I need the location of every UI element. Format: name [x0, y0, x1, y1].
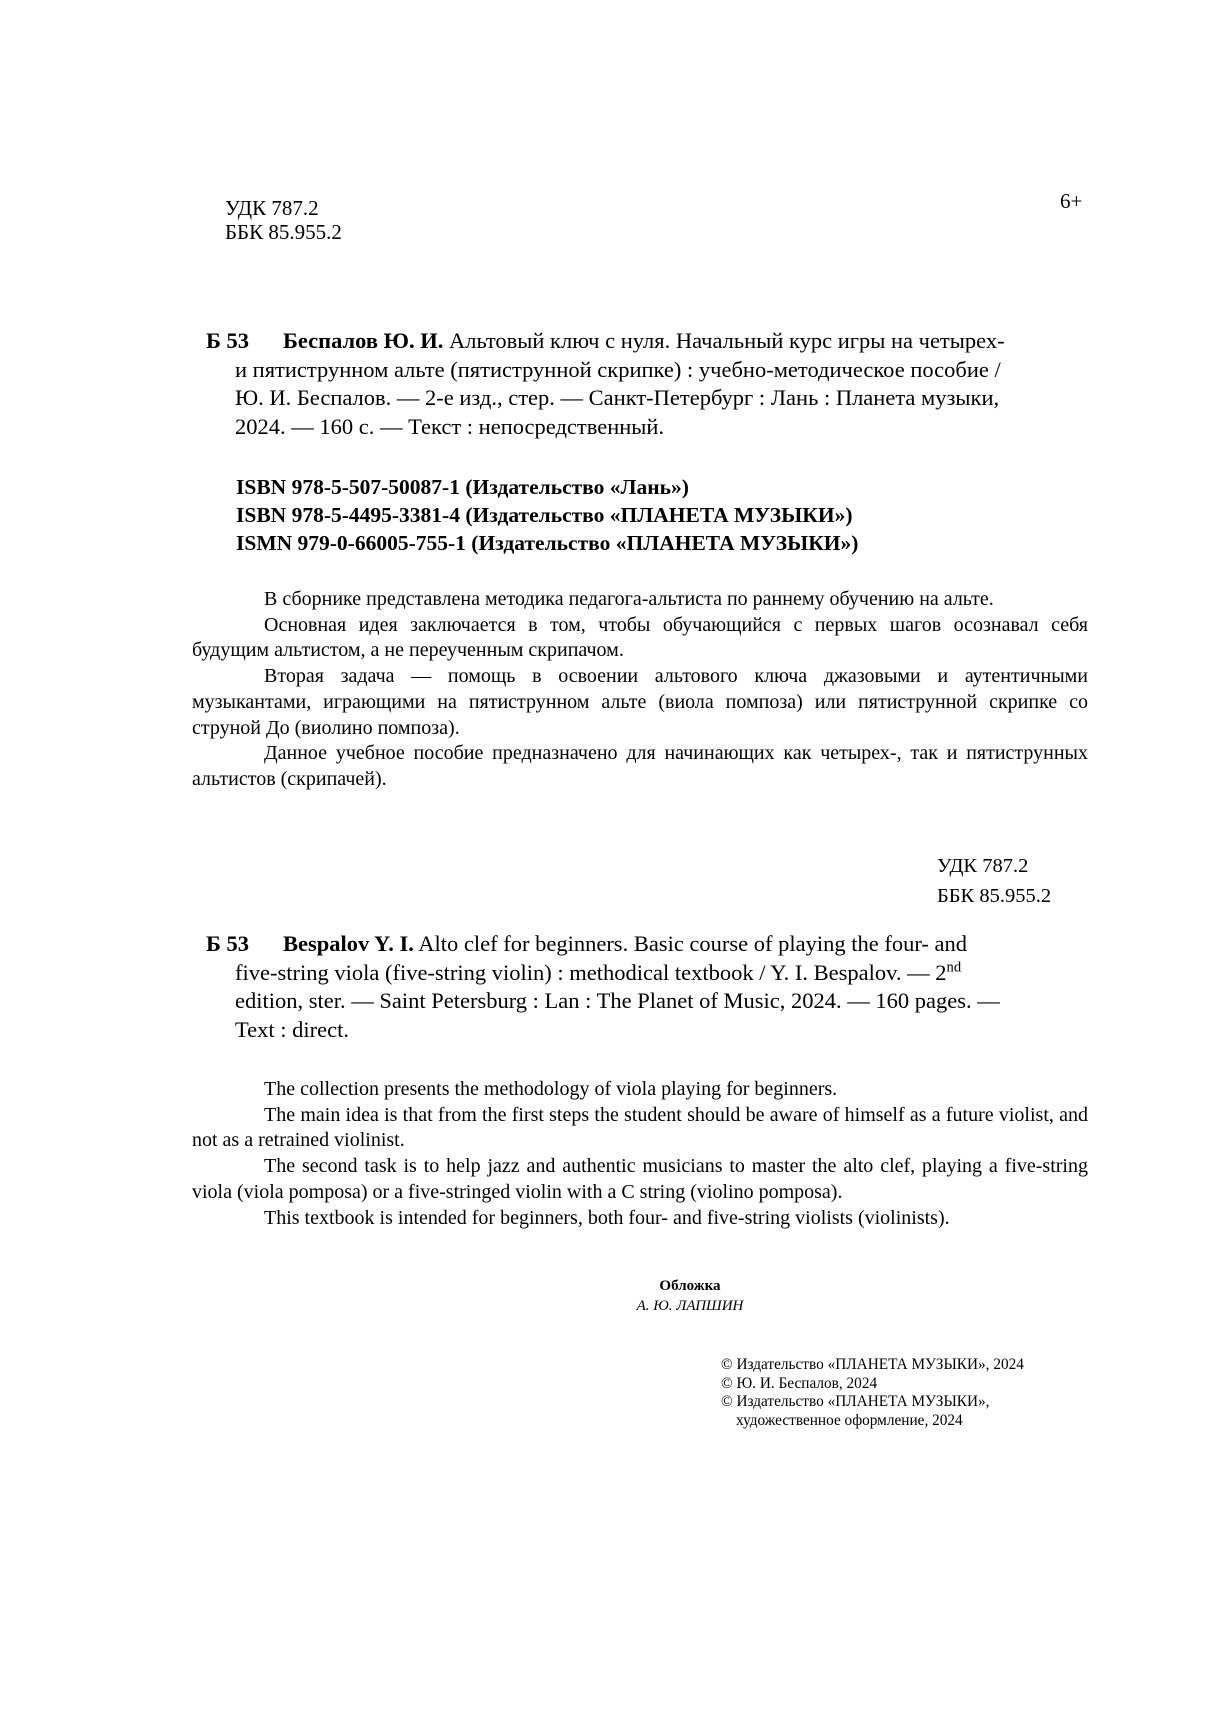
copyright-line: © Ю. И. Беспалов, 2024 [721, 1374, 878, 1392]
udk-code-right: УДК 787.2 [937, 855, 1029, 877]
entry-ru-line1: Альтовый ключ с нуля. Начальный курс игры на четырех- [448, 328, 1005, 353]
classification-codes-top [225, 196, 342, 244]
entry-ru-line2: и пятиструнном альте (пятиструнной скрипке) : учебно-методическое пособие / [235, 356, 1001, 382]
entry-ru-line4: 2024. — 160 с. — Текст : непосредственный. [235, 413, 665, 439]
annotation-paragraph-en: The main idea is that from the first steps the student should be aware of himself as a future violist, and not as a retrained violinist. [192, 1103, 1088, 1152]
entry-ru-line3: Ю. И. Беспалов. — 2-е изд., стер. — Санкт-Петербург : Лань : Планета музыки, [235, 385, 1000, 410]
entry-en-line3: edition, ster. — Saint Petersburg : Lan : The Planet of Music, 2024. — 160 pages. — [235, 988, 1000, 1013]
entry-en-line4: Text : direct. [235, 1016, 350, 1042]
isbn-planet: ISBN 978-5-4495-3381-4 (Издательство «ПЛАНЕТА МУЗЫКИ») [236, 503, 853, 527]
bibliographic-entry-en [206, 930, 1088, 1044]
annotation-paragraph-en: The second task is to help jazz and authentic musicians to master the alto clef, playing a five-string viola (viola pomposa) or a five-stringed violin with a C string (violino pomposa). [192, 1155, 1088, 1203]
annotation-paragraph-en: The collection presents the methodology of viola playing for beginners. [264, 1078, 838, 1100]
bibliographic-entry-ru [206, 327, 1088, 441]
ismn-planet: ISMN 979-0-66005-755-1 (Издательство «ПЛАНЕТА МУЗЫКИ») [236, 531, 859, 555]
entry-en-line2-text: five-string viola (five-string violin) : methodical textbook / Y. I. Bespalov. — 2 [235, 959, 947, 985]
annotation-paragraph: Основная идея заключается в том, чтобы обучающийся с первых шагов осознавал себя будущим альтистом, а не переученным скрипачом. [192, 613, 1088, 662]
cover-title: Обложка [659, 1278, 721, 1294]
entry-ru-line1-row [206, 327, 1088, 356]
isbn-lan: ISBN 978-5-507-50087-1 (Издательство «Лань») [236, 475, 689, 499]
bbk-code-right: ББК 85.955.2 [937, 885, 1052, 907]
cover-credit [520, 1276, 860, 1316]
copyright-line: © Издательство «ПЛАНЕТА МУЗЫКИ», [721, 1393, 990, 1411]
annotation-paragraph-en: This textbook is intended for beginners, both four- and five-string violists (violinists). [264, 1206, 950, 1229]
entry-author-en: Bespalov Y. I. [283, 931, 414, 956]
cover-designer: А. Ю. ЛАПШИН [636, 1298, 744, 1314]
copyright-line: © Издательство «ПЛАНЕТА МУЗЫКИ», 2024 [721, 1356, 1024, 1373]
entry-en-line2 [206, 959, 1088, 988]
entry-code: Б 53 [206, 328, 250, 353]
copyright-block [721, 1356, 1024, 1430]
entry-code-en: Б 53 [206, 931, 250, 956]
annotation-paragraph: Вторая задача — помощь в освоении альтового ключа джазовыми и аутентичными музыкантами, играющими на пятиструнном альте (виола помпоза) или пятиструнной скрипке со струной До (виолино помпоза). [192, 665, 1088, 739]
ordinal-suffix: nd [946, 959, 962, 975]
bbk-code: ББК 85.955.2 [225, 220, 342, 244]
copyright-line: художественное оформление, 2024 [736, 1411, 963, 1429]
age-rating: 6+ [1060, 189, 1083, 213]
classification-codes-right [937, 851, 1051, 911]
isbn-block [236, 473, 858, 557]
entry-en-line1-row [206, 930, 1088, 959]
annotation-ru [192, 587, 1088, 793]
annotation-paragraph: В сборнике представлена методика педагога-альтиста по раннему обучению на альте. [264, 588, 994, 610]
udk-code: УДК 787.2 [225, 196, 319, 220]
annotation-en [192, 1077, 1088, 1231]
annotation-paragraph: Данное учебное пособие предназначено для начинающих как четырех-, так и пятиструнных альтистов (скрипачей). [192, 742, 1088, 790]
entry-en-line1: Alto clef for beginners. Basic course of playing the four- and [418, 931, 968, 956]
entry-author: Беспалов Ю. И. [283, 328, 444, 353]
